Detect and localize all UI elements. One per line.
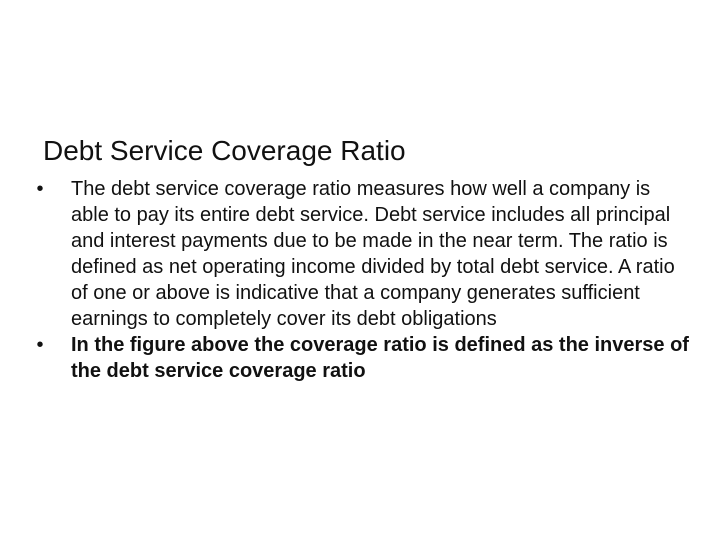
bullet-item-dscr-definition bbox=[30, 176, 690, 332]
bullet-text: In the figure above the coverage ratio is defined as the inverse of the debt service coverage ratio bbox=[71, 334, 689, 382]
slide-title: Debt Service Coverage Ratio bbox=[43, 135, 406, 166]
bullet-list bbox=[30, 176, 690, 384]
bullet-item-coverage-ratio-note bbox=[30, 332, 690, 384]
bullet-marker: • bbox=[36, 178, 44, 200]
bullet-marker: • bbox=[36, 334, 44, 356]
bullet-text: The debt service coverage ratio measures how well a company is able to pay its entire debt service. Debt service includes all principal and interest payments due to be made in the near term. The ratio is defined as net operating income divided by total debt service. A ratio of one or above is indicative that a company generates sufficient earnings to completely cover its debt obligations bbox=[71, 178, 675, 330]
